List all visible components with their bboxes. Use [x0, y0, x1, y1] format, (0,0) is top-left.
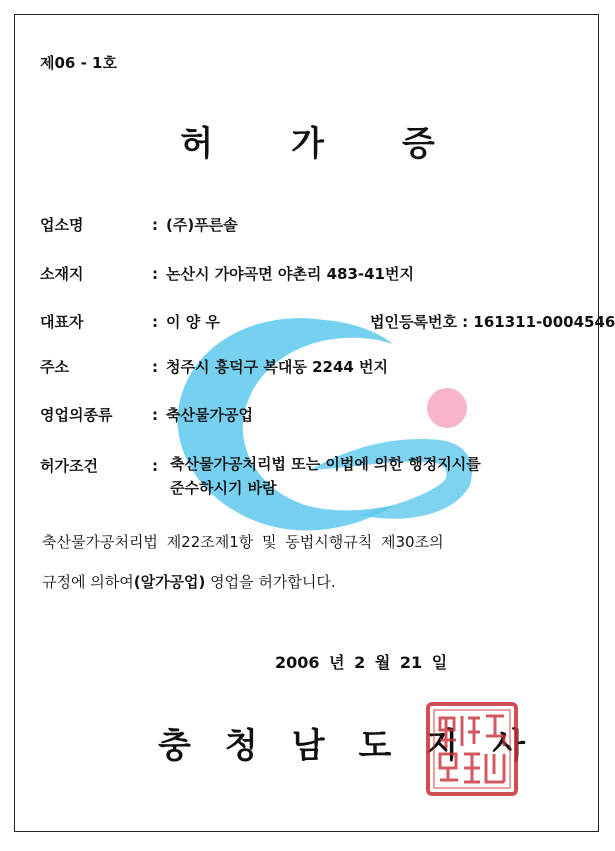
representative-label: 대표자: [40, 313, 84, 331]
field-business-type: 영업의종류 : 축산물가공업: [40, 406, 253, 424]
conditions-label: 허가조건: [40, 457, 98, 475]
permission-statement: [42, 522, 582, 602]
statement-suffix: 영업을 허가합니다.: [210, 573, 336, 591]
field-business-name: 업소명 : (주)푸른솔: [40, 216, 238, 234]
business-name-label: 업소명: [40, 216, 84, 234]
emblem-pink-dot: [427, 388, 467, 428]
corp-registration-value: 161311-0004546: [473, 313, 615, 331]
conditions-value: [170, 452, 481, 500]
address-value: 청주시 흥덕구 복대동 2244 번지: [166, 358, 389, 376]
field-representative: 대표자 : 이 양 우 법인등록번호 : 161311-0004546: [40, 313, 615, 331]
issuer-name: 충청남도지사: [158, 726, 560, 766]
statement-prefix: 규정에 의하여: [42, 573, 134, 591]
statement-line-2: [42, 562, 582, 602]
corp-registration-label: 법인등록번호: [370, 313, 457, 331]
field-location: 소재지 : 논산시 가야곡면 야촌리 483-41번지: [40, 265, 414, 283]
location-label: 소재지: [40, 265, 84, 283]
statement-business-category: (알가공업): [133, 573, 206, 591]
business-type-label: 영업의종류: [40, 406, 113, 424]
conditions-line-1: 축산물가공처리법 또는 이법에 의한 행정지시를: [170, 455, 481, 473]
document-title: 허가증: [180, 124, 513, 164]
location-value: 논산시 가야곡면 야촌리 483-41번지: [166, 265, 414, 283]
official-seal-stamp: [424, 700, 520, 798]
issue-date: 2006 년 2 월 21 일: [275, 653, 448, 672]
representative-value: 이 양 우: [166, 313, 220, 331]
document-number: 제06 - 1호: [40, 54, 117, 72]
business-type-value: 축산물가공업: [166, 406, 253, 424]
conditions-line-2: 준수하시기 바람: [170, 479, 277, 497]
address-label: 주소: [40, 358, 69, 376]
field-address: 주소 : 청주시 흥덕구 복대동 2244 번지: [40, 358, 389, 376]
field-conditions: 허가조건 :: [40, 457, 158, 475]
business-name-value: (주)푸른솔: [166, 216, 238, 234]
corp-registration: 법인등록번호 : 161311-0004546: [370, 313, 615, 331]
statement-line-1: 축산물가공처리법 제22조제1항 및 동법시행규칙 제30조의: [42, 533, 444, 551]
